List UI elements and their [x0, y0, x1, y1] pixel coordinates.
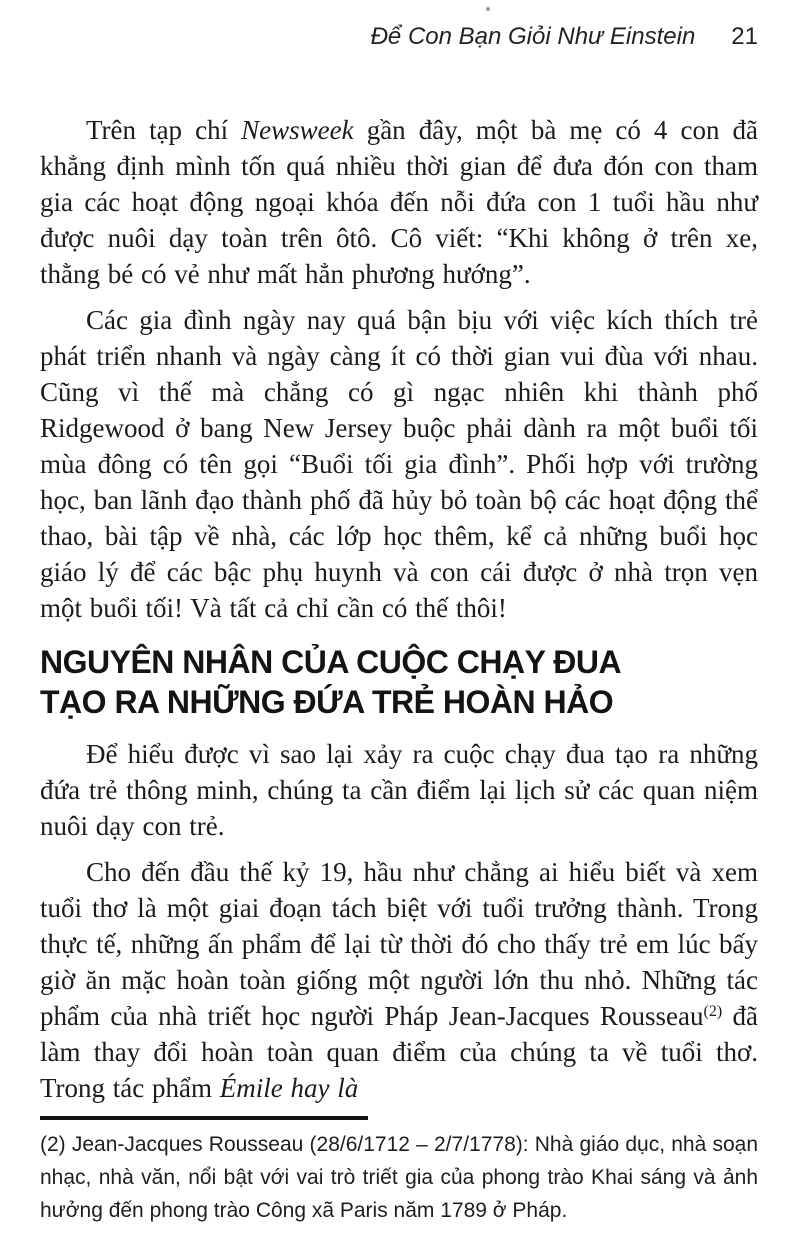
- running-header: [40, 22, 758, 52]
- paragraph-newsweek-text-2: gần đây, một bà mẹ có 4 con đã khẳng định mình tốn quá nhiều thời gian để đưa đón con tham gia các hoạt động ngoại khóa đến nỗi đứa con 1 tuổi hầu như được nuôi dạy toàn trên ôtô. Cô viết: “Khi không ở trên xe, thằng bé có vẻ như mất hẳn phương hướng”.: [40, 115, 758, 289]
- section-heading-line-2: TẠO RA NHỮNG ĐỨA TRẺ HOÀN HẢO: [40, 684, 614, 720]
- paragraph-newsweek-text-1: Trên tạp chí: [86, 115, 242, 145]
- paragraph-family-night: Các gia đình ngày nay quá bận bịu với việc kích thích trẻ phát triển nhanh và ngày càng ít có thời gian vui đùa với nhau. Cũng vì thế mà chẳng có gì ngạc nhiên khi thành phố Ridgewood ở bang New Jersey buộc phải dành ra một buổi tối mùa đông có tên gọi “Buổi tối gia đình”. Phối hợp với trường học, ban lãnh đạo thành phố đã hủy bỏ toàn bộ các hoạt động thể thao, bài tập về nhà, các lớp học thêm, kể cả những buổi học giáo lý để các bậc phụ huynh và con cái được ở nhà trọn vẹn một buổi tối! Và tất cả chỉ cần có thế thôi!: [40, 305, 758, 623]
- footnote-rousseau: (2) Jean-Jacques Rousseau (28/6/1712 – 2/7/1778): Nhà giáo dục, nhà soạn nhạc, nhà văn, nổi bật với vai trò triết gia của phong trào Khai sáng và ảnh hưởng đến phong trào Công xã Paris năm 1789 ở Pháp.: [40, 1133, 758, 1222]
- paragraph-rousseau-text-1: Cho đến đầu thế kỷ 19, hầu như chẳng ai hiểu biết và xem tuổi thơ là một giai đoạn tách biệt với tuổi trưởng thành. Trong thực tế, những ấn phẩm để lại từ thời đó cho thấy trẻ em lúc bấy giờ ăn mặc hoàn toàn giống một người lớn thu nhỏ. Những tác phẩm của nhà triết học người Pháp Jean-Jacques Rousseau: [40, 857, 758, 1031]
- newsweek-italic: Newsweek: [241, 115, 354, 145]
- section-heading-line-1: NGUYÊN NHÂN CỦA CUỘC CHẠY ĐUA: [40, 644, 622, 680]
- paragraph-history-intro: Để hiểu được vì sao lại xảy ra cuộc chạy đua tạo ra những đứa trẻ thông minh, chúng ta cần điểm lại lịch sử các quan niệm nuôi dạy con trẻ.: [40, 739, 758, 841]
- page-number: 21: [731, 23, 758, 50]
- footnote-reference-2: (2): [703, 1003, 723, 1020]
- body-text: [40, 112, 758, 1106]
- running-title: Để Con Bạn Giỏi Như Einstein: [370, 23, 696, 50]
- section-heading: [40, 642, 758, 722]
- footnote-divider-rule: [40, 1116, 368, 1120]
- paragraph-rousseau: [40, 854, 758, 1106]
- paragraph-rousseau-text-2: đã làm thay đổi hoàn toàn quan điểm của chúng ta về tuổi thơ. Trong tác phẩm: [40, 1001, 759, 1103]
- scan-artifact-dot: [486, 7, 490, 11]
- paragraph-newsweek: [40, 112, 758, 292]
- emile-title-italic: Émile hay là: [219, 1073, 359, 1103]
